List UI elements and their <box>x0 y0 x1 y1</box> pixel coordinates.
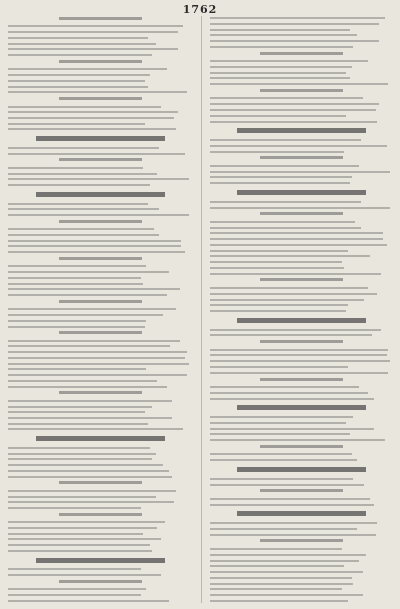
subsection-heading <box>210 156 395 161</box>
right-column <box>210 16 395 603</box>
text-line <box>210 266 395 270</box>
text-line <box>8 47 193 51</box>
text-line <box>210 452 395 456</box>
text-line <box>210 164 395 168</box>
column-divider <box>201 16 202 603</box>
text-line <box>8 233 193 237</box>
subsection-heading <box>8 481 193 485</box>
text-line <box>8 239 193 243</box>
text-line <box>210 483 395 487</box>
text-line <box>210 33 395 37</box>
section-heading <box>210 128 395 135</box>
text-line <box>210 309 395 313</box>
subsection-heading <box>8 513 193 517</box>
text-line <box>8 506 193 510</box>
subsection-heading <box>210 89 395 94</box>
text-line <box>8 213 193 217</box>
text-line <box>8 475 193 479</box>
text-line <box>210 181 395 185</box>
text-line <box>210 175 395 179</box>
subsection-heading <box>8 158 193 162</box>
text-line <box>210 76 395 80</box>
text-line <box>210 432 395 436</box>
text-line <box>210 254 395 258</box>
section-heading <box>8 436 193 443</box>
text-line <box>8 79 193 83</box>
section-heading <box>8 558 193 565</box>
text-line <box>210 231 395 235</box>
text-line <box>210 286 395 290</box>
text-line <box>8 177 193 181</box>
text-line <box>210 385 395 389</box>
text-line <box>8 452 193 456</box>
text-line <box>8 276 193 280</box>
text-line <box>210 527 395 531</box>
text-line <box>210 237 395 241</box>
text-line <box>8 599 193 603</box>
text-line <box>8 313 193 317</box>
text-line <box>210 45 395 49</box>
text-line <box>8 587 193 591</box>
text-line <box>210 415 395 419</box>
text-line <box>8 172 193 176</box>
text-line <box>8 53 193 57</box>
text-line <box>8 42 193 46</box>
text-line <box>210 59 395 63</box>
subsection-heading <box>210 489 395 494</box>
section-heading <box>8 136 193 143</box>
text-line <box>8 526 193 530</box>
text-line <box>8 244 193 248</box>
text-line <box>210 438 395 442</box>
section-heading <box>210 467 395 474</box>
subsection-heading <box>210 539 395 544</box>
section-heading <box>210 405 395 412</box>
text-line <box>210 108 395 112</box>
text-line <box>8 30 193 34</box>
text-line <box>210 303 395 307</box>
text-line <box>210 39 395 43</box>
text-line <box>8 573 193 577</box>
text-line <box>210 298 395 302</box>
text-line <box>8 325 193 329</box>
subsection-heading <box>210 212 395 217</box>
text-line <box>210 559 395 563</box>
text-line <box>210 599 395 603</box>
text-line <box>210 497 395 501</box>
text-line <box>8 282 193 286</box>
text-line <box>210 96 395 100</box>
text-line <box>8 469 193 473</box>
subsection-heading <box>8 97 193 101</box>
text-line <box>210 28 395 32</box>
text-line <box>210 391 395 395</box>
text-line <box>8 122 193 126</box>
text-line <box>8 207 193 211</box>
text-line <box>210 249 395 253</box>
text-line <box>8 270 193 274</box>
left-column <box>8 16 193 603</box>
text-line <box>8 183 193 187</box>
subsection-heading <box>210 278 395 283</box>
text-line <box>8 489 193 493</box>
subsection-heading <box>8 17 193 21</box>
text-line <box>8 362 193 366</box>
text-line <box>8 293 193 297</box>
text-line <box>210 503 395 507</box>
subsection-heading <box>210 378 395 383</box>
text-line <box>210 521 395 525</box>
text-line <box>8 379 193 383</box>
text-line <box>8 110 193 114</box>
text-line <box>8 105 193 109</box>
text-line <box>210 593 395 597</box>
text-line <box>8 344 193 348</box>
text-line <box>8 202 193 206</box>
text-line <box>8 116 193 120</box>
text-line <box>210 114 395 118</box>
text-line <box>8 287 193 291</box>
text-line <box>210 138 395 142</box>
subsection-heading <box>8 60 193 64</box>
text-line <box>210 359 395 363</box>
text-line <box>8 427 193 431</box>
text-line <box>210 371 395 375</box>
section-heading <box>210 318 395 325</box>
text-line <box>8 567 193 571</box>
text-line <box>8 549 193 553</box>
text-line <box>8 373 193 377</box>
subsection-heading <box>8 220 193 224</box>
text-line <box>210 243 395 247</box>
page-number: 1762 <box>182 3 218 16</box>
text-line <box>210 272 395 276</box>
text-line <box>8 227 193 231</box>
text-line <box>210 333 395 337</box>
text-line <box>210 587 395 591</box>
text-line <box>210 260 395 264</box>
text-line <box>8 446 193 450</box>
text-line <box>8 520 193 524</box>
text-line <box>210 421 395 425</box>
text-line <box>210 206 395 210</box>
text-line <box>8 416 193 420</box>
section-heading <box>8 192 193 199</box>
text-line <box>8 457 193 461</box>
text-line <box>8 307 193 311</box>
text-line <box>210 353 395 357</box>
text-line <box>210 365 395 369</box>
section-heading <box>210 511 395 518</box>
subsection-heading <box>8 580 193 584</box>
text-line <box>210 22 395 26</box>
subsection-heading <box>210 445 395 450</box>
text-line <box>210 16 395 20</box>
text-line <box>8 385 193 389</box>
text-line <box>8 146 193 150</box>
subsection-heading <box>8 391 193 395</box>
text-columns <box>8 16 394 603</box>
text-line <box>210 564 395 568</box>
text-line <box>210 65 395 69</box>
subsection-heading <box>8 300 193 304</box>
subsection-heading <box>210 340 395 345</box>
text-line <box>210 397 395 401</box>
text-line <box>210 533 395 537</box>
text-line <box>210 477 395 481</box>
text-line <box>210 576 395 580</box>
text-line <box>8 90 193 94</box>
text-line <box>8 495 193 499</box>
text-line <box>210 170 395 174</box>
text-line <box>210 120 395 124</box>
text-line <box>8 537 193 541</box>
text-line <box>8 319 193 323</box>
text-line <box>8 356 193 360</box>
text-line <box>210 150 395 154</box>
text-line <box>8 264 193 268</box>
text-line <box>8 399 193 403</box>
text-line <box>8 350 193 354</box>
text-line <box>210 582 395 586</box>
text-line <box>210 226 395 230</box>
text-line <box>8 85 193 89</box>
subsection-heading <box>8 257 193 261</box>
text-line <box>8 250 193 254</box>
text-line <box>210 200 395 204</box>
text-line <box>8 422 193 426</box>
text-line <box>210 458 395 462</box>
text-line <box>8 410 193 414</box>
text-line <box>210 82 395 86</box>
text-line <box>8 500 193 504</box>
text-line <box>210 102 395 106</box>
text-line <box>8 532 193 536</box>
text-line <box>8 24 193 28</box>
text-line <box>210 328 395 332</box>
text-line <box>8 593 193 597</box>
text-line <box>8 73 193 77</box>
text-line <box>210 71 395 75</box>
text-line <box>8 405 193 409</box>
text-line <box>8 339 193 343</box>
text-line <box>8 543 193 547</box>
subsection-heading <box>210 52 395 57</box>
text-line <box>210 427 395 431</box>
text-line <box>8 127 193 131</box>
text-line <box>210 292 395 296</box>
text-line <box>210 144 395 148</box>
text-line <box>8 67 193 71</box>
text-line <box>8 152 193 156</box>
subsection-heading <box>8 331 193 335</box>
text-line <box>210 570 395 574</box>
text-line <box>8 36 193 40</box>
text-line <box>210 348 395 352</box>
text-line <box>210 547 395 551</box>
text-line <box>210 220 395 224</box>
text-line <box>210 553 395 557</box>
section-heading <box>210 190 395 197</box>
text-line <box>8 463 193 467</box>
text-line <box>8 367 193 371</box>
text-line <box>8 166 193 170</box>
